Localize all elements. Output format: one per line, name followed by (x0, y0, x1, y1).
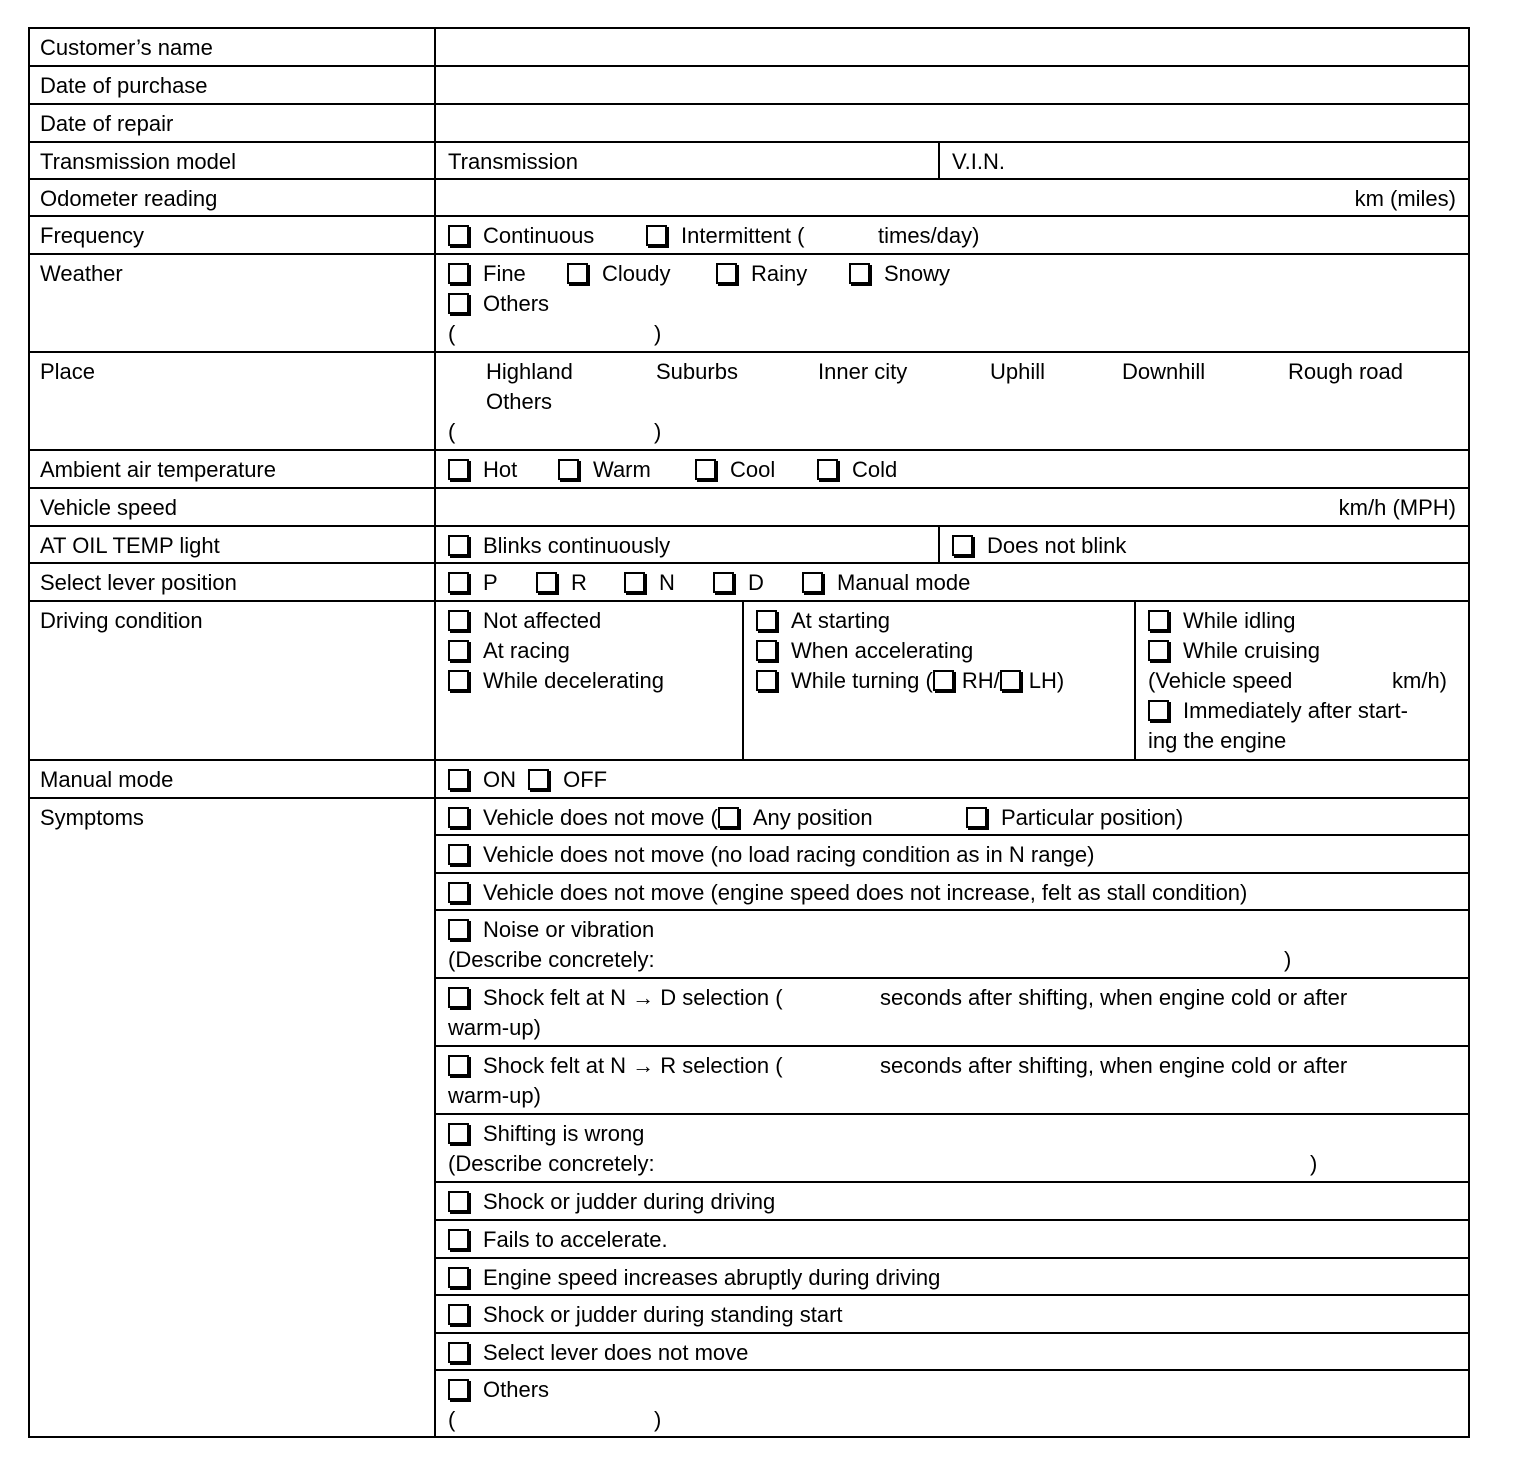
place-label: Place (30, 353, 436, 449)
symptom-others (436, 1371, 1468, 1438)
transmission-model-label: Transmission model (30, 143, 436, 178)
shifting-describe-text: (Describe concretely: (448, 1151, 655, 1176)
p-text: P (483, 570, 498, 595)
cool-text: Cool (730, 457, 776, 482)
driving-label: Driving condition (30, 602, 436, 759)
shock-nd-seconds-text: seconds after shifting, when engine cold or after (880, 985, 1348, 1010)
symptom-close-paren: ) (654, 1407, 662, 1432)
cloudy-checkbox[interactable] (567, 263, 588, 284)
any-position-text: Any position (752, 805, 873, 830)
while-idling-text: While idling (1183, 608, 1296, 633)
judder-driving-checkbox[interactable] (448, 1191, 469, 1212)
highland-text: Highland (486, 359, 573, 384)
r-text: R (571, 570, 587, 595)
while-decelerating-checkbox[interactable] (448, 670, 469, 691)
not-affected-text: Not affected (483, 608, 602, 633)
while-cruising-text: While cruising (1183, 638, 1320, 663)
judder-start-text: Shock or judder during standing start (483, 1302, 843, 1327)
shock-nd-warmup-text: warm-up) (448, 1015, 541, 1040)
noise-describe-text: (Describe concretely: (448, 947, 655, 972)
place-others-text: Others (486, 389, 553, 414)
symptom-open-paren: ( (448, 1407, 456, 1432)
fine-text: Fine (483, 261, 526, 286)
while-decelerating-text: While decelerating (483, 668, 664, 693)
select-lever-label: Select lever position (30, 564, 436, 600)
hot-text: Hot (483, 457, 518, 482)
noise-close-paren: ) (1284, 947, 1292, 972)
transmission-field[interactable] (436, 143, 938, 178)
vehicle-speed-label: Vehicle speed (30, 489, 436, 525)
weather-close-paren: ) (654, 321, 662, 346)
no-move-text: Vehicle does not move ( (483, 805, 718, 830)
vin-label: V.I.N. (952, 149, 1005, 174)
cruising-speed-text: (Vehicle speed (1148, 668, 1293, 693)
warm-text: Warm (593, 457, 651, 482)
no-move-checkbox[interactable] (448, 807, 469, 828)
downhill-text: Downhill (1122, 359, 1206, 384)
row-select-lever (30, 564, 1468, 602)
intermittent-checkbox[interactable] (646, 225, 667, 246)
symptom-shock-nr (436, 1047, 1468, 1115)
hot-checkbox[interactable] (448, 459, 469, 480)
cruising-kmh-text: km/h) (1392, 668, 1447, 693)
ambient-label: Ambient air temperature (30, 451, 436, 487)
place-open-paren: ( (448, 419, 456, 444)
at-starting-text: At starting (791, 608, 891, 633)
rainy-text: Rainy (751, 261, 808, 286)
lever-stuck-text: Select lever does not move (483, 1340, 749, 1365)
noise-text: Noise or vibration (483, 917, 655, 942)
d-text: D (748, 570, 764, 595)
weather-open-paren: ( (448, 321, 456, 346)
fails-accelerate-checkbox[interactable] (448, 1229, 469, 1250)
snowy-checkbox[interactable] (849, 263, 870, 284)
on-checkbox[interactable] (448, 769, 469, 790)
driving-col-3 (1134, 602, 1468, 759)
not-blink-checkbox[interactable] (952, 535, 973, 556)
engine-start-text: ing the engine (1148, 728, 1287, 753)
suburbs-text: Suburbs (656, 359, 738, 384)
symptom-judder-driving (436, 1183, 1468, 1221)
manual-mode-text: Manual mode (837, 570, 971, 595)
row-weather (30, 255, 1468, 353)
rough-road-text: Rough road (1288, 359, 1403, 384)
symptom-lever-stuck (436, 1334, 1468, 1371)
rh-checkbox[interactable] (933, 670, 954, 691)
when-accelerating-text: When accelerating (791, 638, 974, 663)
off-text: OFF (563, 767, 608, 792)
shock-nr-seconds-text: seconds after shifting, when engine cold or after (880, 1053, 1348, 1078)
row-place (30, 353, 1468, 451)
manual-mode-checkbox[interactable] (802, 572, 823, 593)
symptom-no-move (436, 799, 1468, 836)
symptom-shifting-wrong (436, 1115, 1468, 1183)
shifting-close-paren: ) (1310, 1151, 1318, 1176)
symptom-engine-speed (436, 1259, 1468, 1296)
fails-accelerate-text: Fails to accelerate. (483, 1227, 668, 1252)
vin-field[interactable] (938, 143, 1468, 178)
customer-name-label: Customer’s name (30, 29, 436, 65)
cold-checkbox[interactable] (817, 459, 838, 480)
date-repair-label: Date of repair (30, 105, 436, 141)
row-date-repair (30, 105, 1468, 143)
row-date-purchase (30, 67, 1468, 105)
stall-text: Vehicle does not move (engine speed does not increase, felt as stall condition) (483, 880, 1248, 905)
driving-col-2 (742, 602, 1134, 759)
driving-col-1 (436, 602, 742, 759)
fine-checkbox[interactable] (448, 263, 469, 284)
shifting-wrong-text: Shifting is wrong (483, 1121, 645, 1146)
at-starting-checkbox[interactable] (756, 610, 777, 631)
symptoms-label: Symptoms (30, 799, 436, 1438)
diagnostic-worksheet (28, 27, 1470, 1438)
symptom-judder-start (436, 1296, 1468, 1334)
particular-position-checkbox[interactable] (966, 807, 987, 828)
continuous-checkbox[interactable] (448, 225, 469, 246)
inner-city-text: Inner city (818, 359, 908, 384)
engine-speed-checkbox[interactable] (448, 1267, 469, 1288)
weather-others-checkbox[interactable] (448, 293, 469, 314)
shifting-wrong-checkbox[interactable] (448, 1123, 469, 1144)
symptom-noise (436, 911, 1468, 979)
row-oil-temp (30, 527, 1468, 564)
shock-nr-checkbox[interactable] (448, 1055, 469, 1076)
at-racing-checkbox[interactable] (448, 640, 469, 661)
odometer-field[interactable] (436, 180, 1468, 215)
times-per-day-text: times/day) (878, 223, 980, 248)
place-close-paren: ) (654, 419, 662, 444)
lh-checkbox[interactable] (1000, 670, 1021, 691)
blinks-text: Blinks continuously (483, 533, 671, 558)
row-odometer (30, 180, 1468, 217)
while-turning-checkbox[interactable] (756, 670, 777, 691)
row-transmission-model (30, 143, 1468, 180)
continuous-text: Continuous (483, 223, 595, 248)
symptom-others-checkbox[interactable] (448, 1379, 469, 1400)
frequency-label: Frequency (30, 217, 436, 253)
n-text: N (659, 570, 675, 595)
symptom-no-load (436, 836, 1468, 874)
odometer-unit: km (miles) (1354, 186, 1456, 211)
judder-start-checkbox[interactable] (448, 1304, 469, 1325)
lever-stuck-checkbox[interactable] (448, 1342, 469, 1363)
particular-position-text: Particular position) (1001, 805, 1184, 830)
cold-text: Cold (852, 457, 898, 482)
when-accelerating-checkbox[interactable] (756, 640, 777, 661)
row-customer-name (30, 29, 1468, 67)
shock-nr-text: Shock felt at N → R selection ( (483, 1053, 783, 1078)
no-load-text: Vehicle does not move (no load racing condition as in N range) (483, 842, 1095, 867)
while-turning-text: While turning ( (791, 668, 933, 693)
row-symptoms (30, 799, 1468, 1438)
not-blink-text: Does not blink (987, 533, 1127, 558)
rh-text: RH/ (961, 668, 1000, 693)
transmission-label: Transmission (448, 149, 578, 174)
symptom-others-text: Others (483, 1377, 550, 1402)
immediately-checkbox[interactable] (1148, 700, 1169, 721)
intermittent-text: Intermittent ( (681, 223, 805, 248)
snowy-text: Snowy (884, 261, 951, 286)
while-cruising-checkbox[interactable] (1148, 640, 1169, 661)
row-ambient-temp (30, 451, 1468, 489)
vehicle-speed-field[interactable] (436, 489, 1468, 525)
not-affected-checkbox[interactable] (448, 610, 469, 631)
row-frequency (30, 217, 1468, 255)
noise-checkbox[interactable] (448, 919, 469, 940)
date-purchase-field[interactable] (436, 67, 1468, 103)
shock-nd-checkbox[interactable] (448, 987, 469, 1008)
cloudy-text: Cloudy (602, 261, 671, 286)
at-racing-text: At racing (483, 638, 570, 663)
manual-mode-label: Manual mode (30, 761, 436, 797)
symptom-fails-accelerate (436, 1221, 1468, 1259)
any-position-checkbox[interactable] (718, 807, 739, 828)
judder-driving-text: Shock or judder during driving (483, 1189, 776, 1214)
immediately-text: Immediately after start- (1183, 698, 1408, 723)
n-checkbox[interactable] (624, 572, 645, 593)
customer-name-field[interactable] (436, 29, 1468, 65)
warm-checkbox[interactable] (558, 459, 579, 480)
stall-checkbox[interactable] (448, 882, 469, 903)
uphill-text: Uphill (990, 359, 1046, 384)
shock-nd-text: Shock felt at N → D selection ( (483, 985, 783, 1010)
p-checkbox[interactable] (448, 572, 469, 593)
symptom-stall (436, 874, 1468, 911)
d-checkbox[interactable] (713, 572, 734, 593)
date-purchase-label: Date of purchase (30, 67, 436, 103)
rainy-checkbox[interactable] (716, 263, 737, 284)
row-driving-condition (30, 602, 1468, 761)
engine-speed-text: Engine speed increases abruptly during driving (483, 1265, 941, 1290)
vehicle-speed-unit: km/h (MPH) (1338, 495, 1456, 520)
off-checkbox[interactable] (528, 769, 549, 790)
symptom-shock-nd (436, 979, 1468, 1047)
oil-temp-label: AT OIL TEMP light (30, 527, 436, 562)
no-load-checkbox[interactable] (448, 844, 469, 865)
weather-others-text: Others (483, 291, 550, 316)
date-repair-field[interactable] (436, 105, 1468, 141)
row-manual-mode (30, 761, 1468, 799)
odometer-label: Odometer reading (30, 180, 436, 215)
on-text: ON (483, 767, 516, 792)
cool-checkbox[interactable] (695, 459, 716, 480)
while-idling-checkbox[interactable] (1148, 610, 1169, 631)
shock-nr-warmup-text: warm-up) (448, 1083, 541, 1108)
lh-text: LH) (1028, 668, 1065, 693)
blinks-checkbox[interactable] (448, 535, 469, 556)
weather-label: Weather (30, 255, 436, 351)
row-vehicle-speed (30, 489, 1468, 527)
r-checkbox[interactable] (536, 572, 557, 593)
